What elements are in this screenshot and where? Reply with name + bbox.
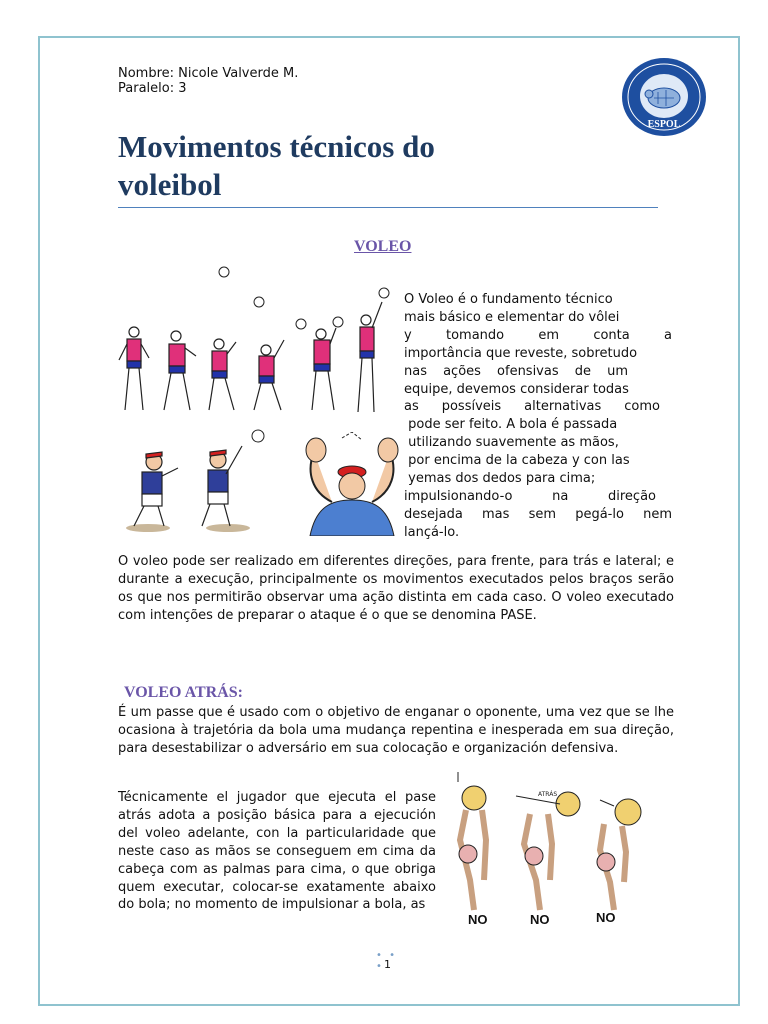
text-line: por encima de la cabeza y con las	[404, 453, 630, 469]
espol-logo	[620, 56, 708, 138]
arrow-label: ATRÁS	[538, 791, 558, 798]
logo-name-text: ESPOL	[647, 119, 681, 130]
no-label-3: NO	[596, 910, 616, 925]
footer-dots: • • •	[376, 950, 397, 972]
text-line: utilizando suavemente as mãos,	[404, 435, 619, 451]
voleo-paragraph-2: O voleo pode ser realizado em diferentes direções, para frente, para trás e lateral; e durante a execução, principalmente os movimentos executados pelos braços serão os que nos permitirão observar uma ação distinta em cada caso. O voleo executado com intenções de preparar o ataque é o que se denomina PASE.	[118, 554, 674, 623]
text-line: O Voleo é o fundamento técnico	[404, 292, 613, 307]
voleo-sequence-illustration	[116, 262, 396, 422]
text-line: lançá-lo.	[404, 524, 460, 540]
text-line: impulsionando-o na direção	[404, 488, 656, 504]
text-line: as possíveis alternativas como	[404, 399, 660, 415]
student-name: Nombre: Nicole Valverde M.	[118, 66, 299, 81]
text-line: equipe, devemos considerar todas	[404, 381, 629, 397]
text-line: importância que reveste, sobretudo	[404, 345, 638, 361]
voleo-paragraph-1	[404, 291, 672, 542]
title-line-1: Movimentos técnicos do	[118, 129, 435, 164]
voleo-atras-paragraph-1: É um passe que é usado com o objetivo de enganar o oponente, uma vez que se lhe ocasiona à trajetória da bola uma mudança repentina e inesperada em sua direção, para desestabilizar o adversário em sua colocação e organización defensiva.	[118, 705, 674, 756]
voleo-atras-heading: VOLEO ATRÁS:	[124, 684, 243, 701]
no-label-1: NO	[468, 912, 488, 927]
text-line: yemas dos dedos para cima;	[404, 471, 596, 487]
page-number: 1	[384, 958, 391, 971]
voleo-heading: VOLEO	[354, 238, 412, 255]
page-title	[118, 128, 658, 204]
voleo-players-illustration	[118, 428, 283, 536]
text-line: nas ações ofensivas de um	[404, 363, 628, 379]
hands-position-illustration	[302, 432, 402, 536]
no-label-2: NO	[530, 912, 550, 927]
title-underline	[118, 207, 658, 208]
voleo-atras-illustration	[444, 770, 654, 930]
text-line: mais básico e elementar do vôlei	[404, 309, 620, 325]
student-paralelo: Paralelo: 3	[118, 81, 187, 96]
title-line-2: voleibol	[118, 167, 222, 202]
text-line: desejada mas sem pegá-lo nem	[404, 506, 672, 522]
text-line: y tomando em conta a	[404, 327, 672, 343]
text-line: pode ser feito. A bola é passada	[404, 417, 618, 433]
student-info	[118, 66, 298, 96]
voleo-atras-paragraph-2: Técnicamente el jugador que ejecuta el pase atrás adota a posição básica para a ejecución del voleo adelante, con la particularidade que neste caso as mãos se conseguem em cima da cabeça com as palmas para cima, o que obriga quem executar, colocar-se exatamente abaixo do bola; no momento de impulsionar a bola, as	[118, 790, 436, 913]
